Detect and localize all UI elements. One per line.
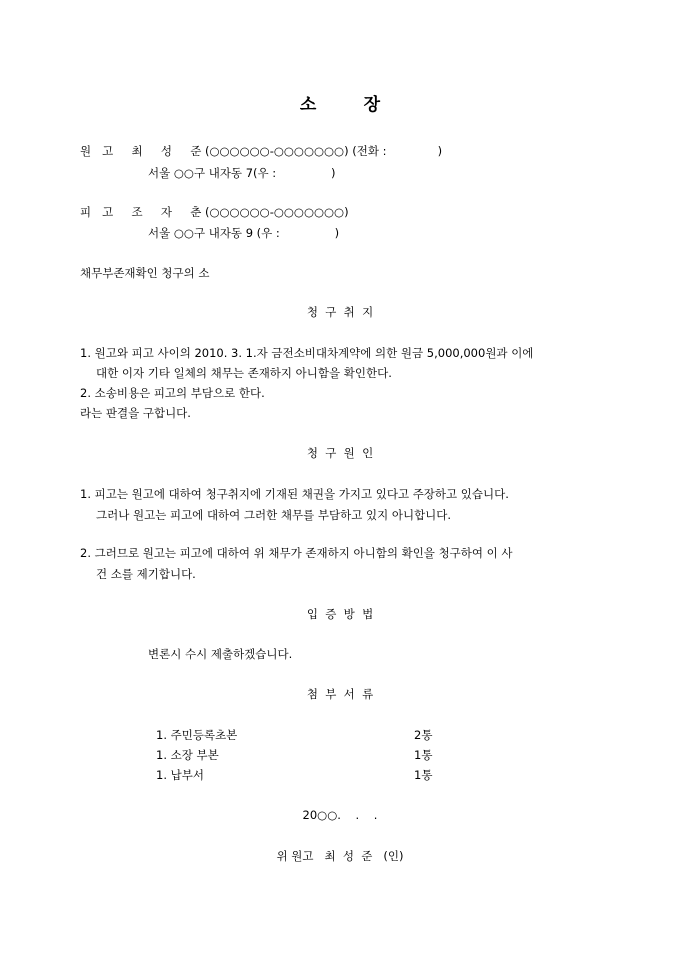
attachment-item-name: 1. 주민등록초본: [156, 728, 238, 742]
claim-purpose-closing: 라는 판결을 구합니다.: [80, 406, 191, 420]
attachments-heading: 첨 부 서 류: [306, 687, 374, 701]
claim-purpose-heading: 청 구 취 지: [306, 305, 374, 319]
claim-cause-item2-cont: 건 소를 제기합니다.: [96, 567, 196, 581]
claim-cause-item1: 1. 피고는 원고에 대하여 청구취지에 기재된 채권을 가지고 있다고 주장하고 있습니다.: [80, 487, 509, 501]
defendant-address: 서울 ○○구 내자동 9 (우 : ): [148, 226, 340, 240]
filing-date: 20○○. . .: [302, 808, 378, 822]
claim-cause-item2: 2. 그러므로 원고는 피고에 대하여 위 채무가 존재하지 아니함의 확인을 청구하여 이 사: [80, 546, 513, 560]
case-name: 채무부존재확인 청구의 소: [80, 266, 210, 280]
defendant-line: 피 고 조 자 춘 (○○○○○○-○○○○○○○): [80, 205, 349, 219]
attachment-item-count: 1통: [414, 748, 433, 762]
claim-cause-item1-cont: 그러나 원고는 피고에 대하여 그러한 채무를 부담하고 있지 아니합니다.: [96, 508, 452, 522]
attachment-item-name: 1. 소장 부본: [156, 748, 219, 762]
claim-cause-heading: 청 구 원 인: [306, 446, 374, 460]
evidence-heading: 입 증 방 법: [306, 607, 374, 621]
attachment-item-name: 1. 납부서: [156, 768, 204, 782]
plaintiff-address: 서울 ○○구 내자동 7(우 : ): [148, 166, 336, 180]
plaintiff-signature: 위 원고 최 성 준 (인): [276, 849, 404, 863]
document-title: 소 장: [299, 95, 381, 115]
plaintiff-line: 원 고 최 성 준 (○○○○○○-○○○○○○○) (전화 : ): [80, 144, 443, 158]
attachment-item-count: 1통: [414, 768, 433, 782]
claim-purpose-item1-cont: 대한 이자 기타 일체의 채무는 존재하지 아니함을 확인한다.: [96, 366, 392, 380]
claim-purpose-item1: 1. 원고와 피고 사이의 2010. 3. 1.자 금전소비대차계약에 의한 원금 5,000,000원과 이에: [80, 346, 534, 360]
attachment-item-count: 2통: [414, 728, 433, 742]
claim-purpose-item2: 2. 소송비용은 피고의 부담으로 한다.: [80, 386, 265, 400]
evidence-text: 변론시 수시 제출하겠습니다.: [148, 647, 293, 661]
